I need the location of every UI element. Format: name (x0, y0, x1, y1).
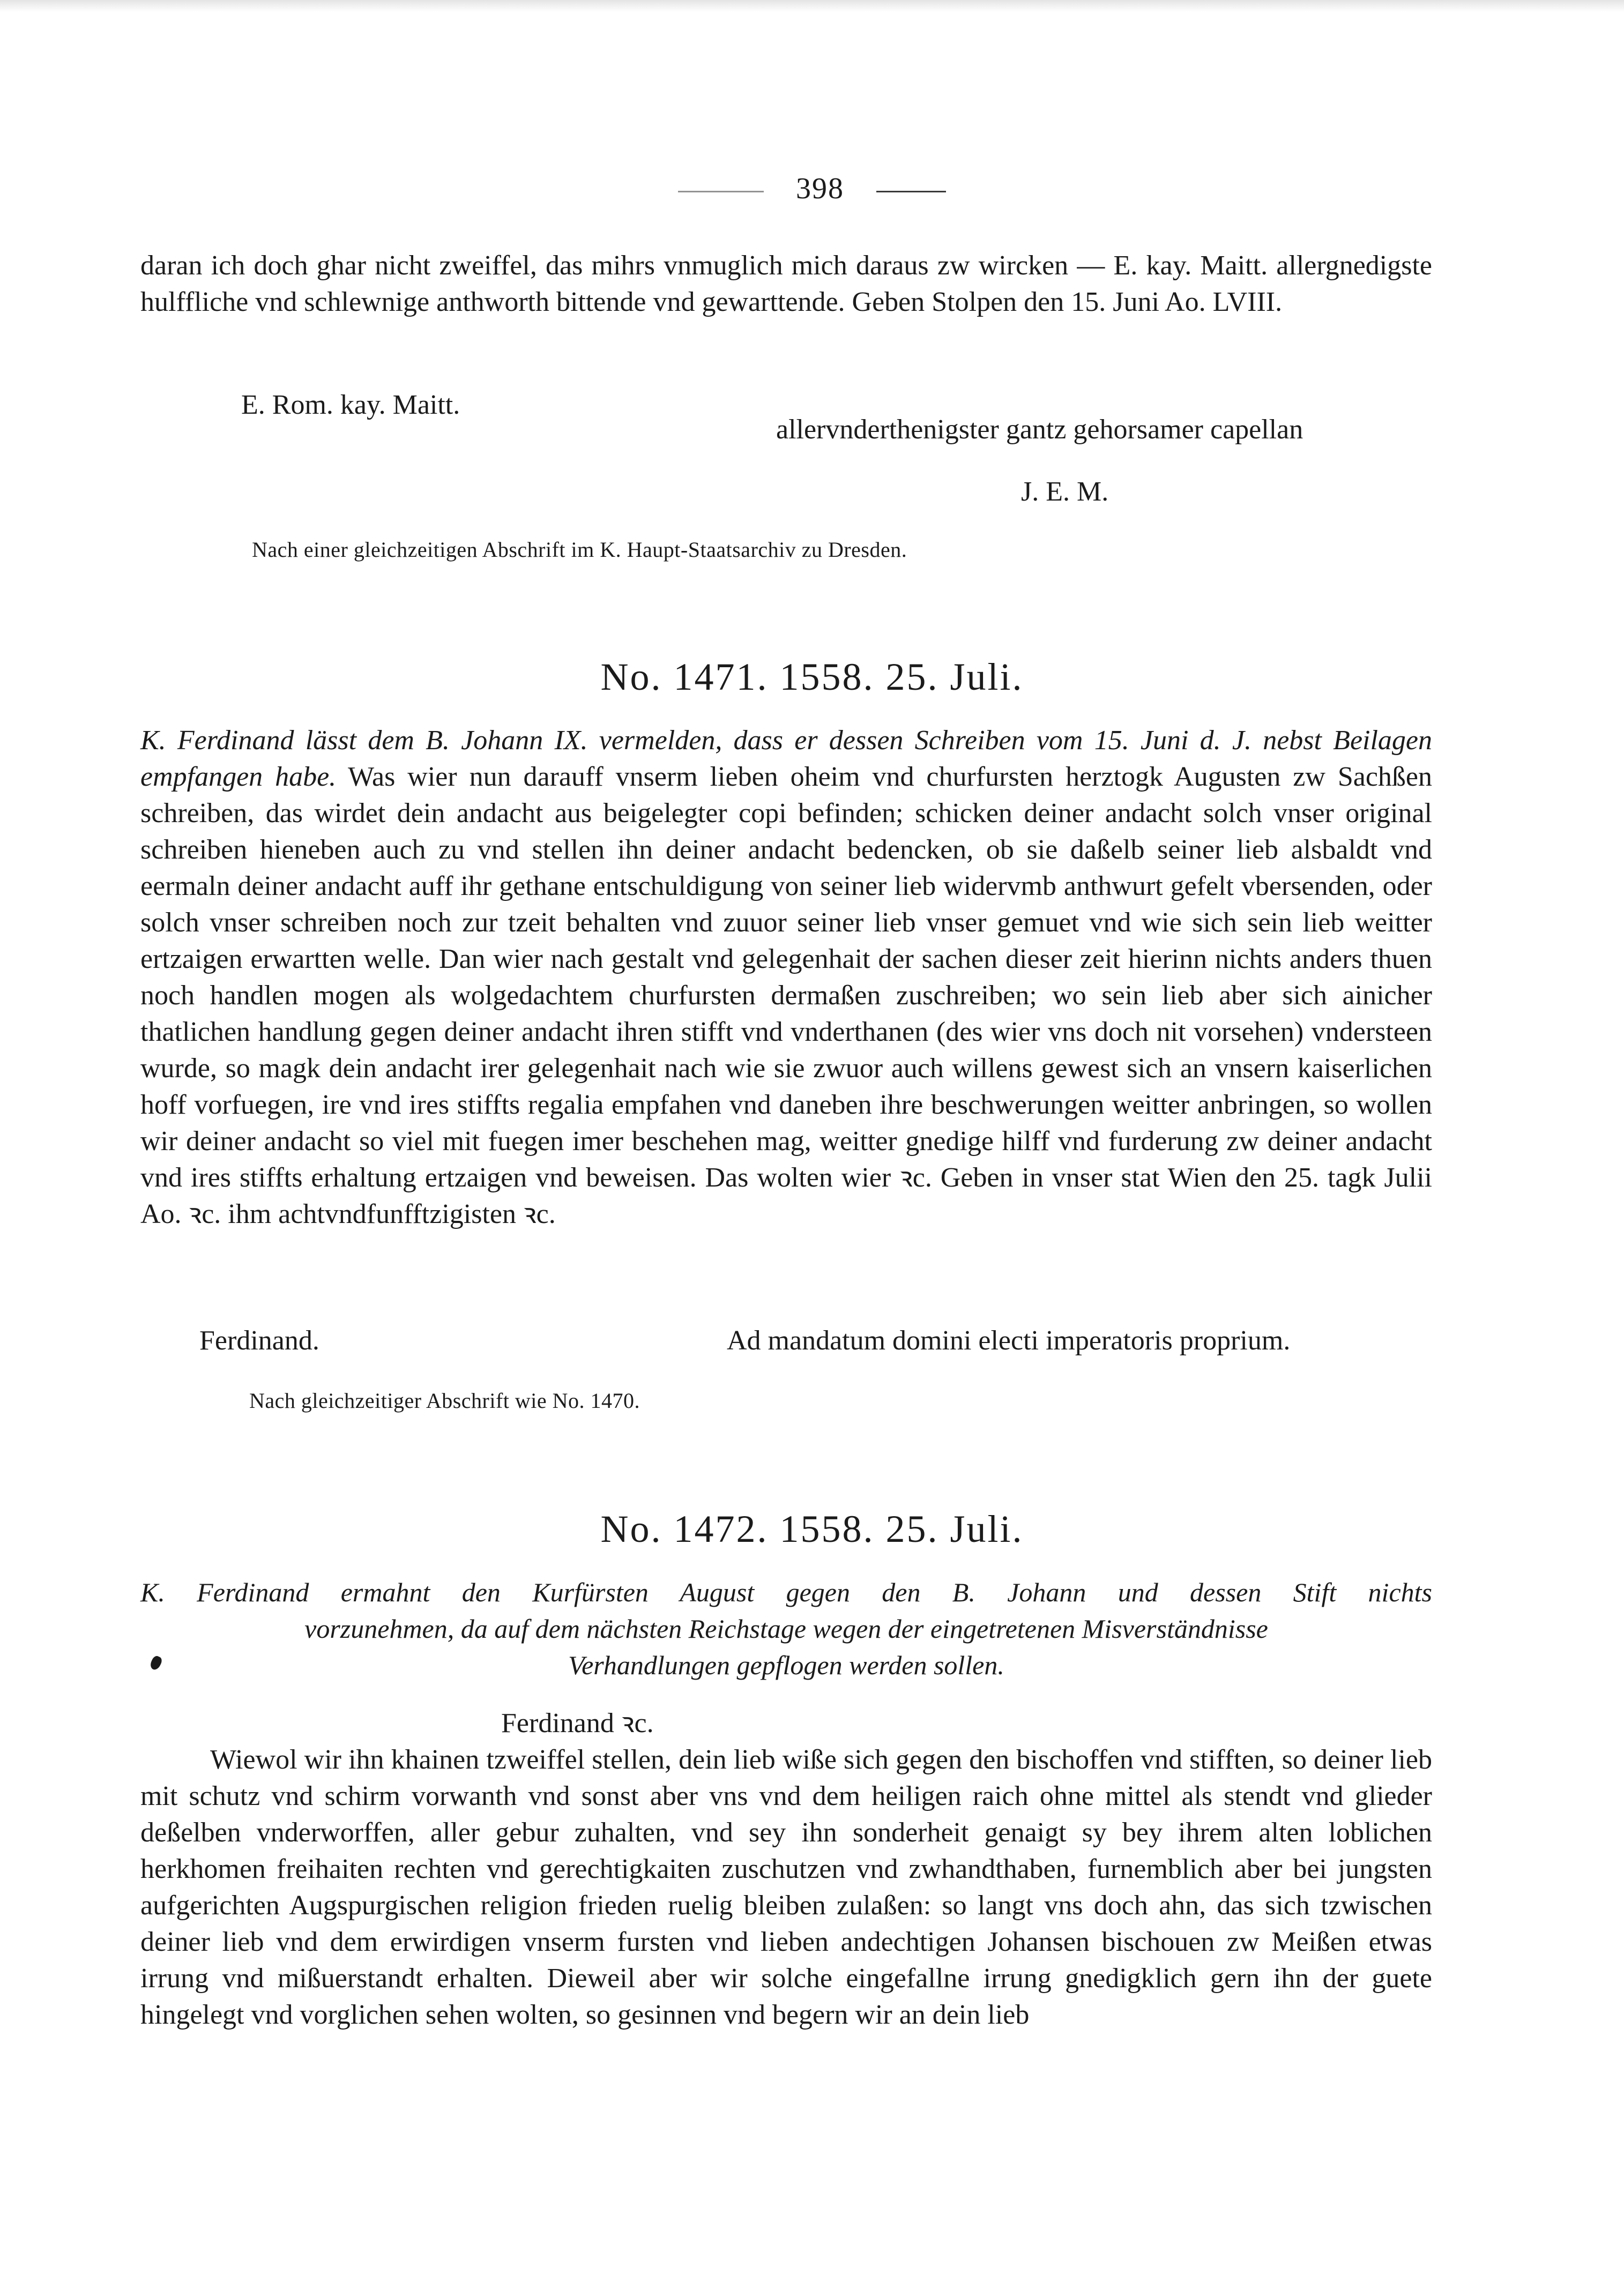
doc-1471-source-note: Nach gleichzeitiger Abschrift wie No. 1470. (249, 1389, 640, 1413)
doc-1471-body: Was wier nun darauff vnserm lieben oheim vnd churfursten herztogk Augusten zw Sachßen schreiben, das wirdet dein andacht aus beigelegter copi befinden; schicken deiner andacht solch vnser original schreiben hieneben auch zu vnd stellen ihn deiner andacht bedencken, ob sie daßelb seiner lieb alsbaldt vnd eermaln deiner andacht auff ihr gethane entschuldigung von seiner lieb widervmb anthwurt gefelt vbersenden, oder solch vnser schreiben noch zur tzeit behalten vnd zuuor seiner lieb vnser gemuet vnd wie sich sein lieb weitter ertzaigen erwartten welle. Dan wier nach gestalt vnd gelegenhait der sachen dieser zeit hierinn nichts anders thuen noch handlen mogen als wolgedachtem churfursten dermaßen zuschreiben; wo sein lieb aber sich ainicher thatlichen handlung gegen deiner andacht ihren stifft vnd vnderthanen (des wier vns doch nit vorsehen) vndersteen wurde, so magk dein andacht irer gelegenhait nach wie sie zwuor auch willens gewest sich an vnsern kaiserlichen hoff vorfuegen, ire vnd ires stiffts regalia empfahen vnd daneben ihre beschwerungen weitter anbringen, so wollen wir deiner andacht so viel mit fuegen imer beschehen mag, weitter gnedige hilff vnd furderung zw deiner andacht vnd ires stiffts erhaltung ertzaigen vnd beweisen. Das wolten wier ꝛc. Geben in vnser stat Wien den 25. tagk Julii Ao. ꝛc. ihm achtvndfunfftzigisten ꝛc. (140, 762, 1432, 1229)
doc-1472-summary-line2: vorzunehmen, da auf dem nächsten Reichstage wegen der eingetretenen Misverständnisse (304, 1614, 1268, 1644)
doc-1472-summary (140, 1574, 1432, 1683)
doc-1471-text (140, 722, 1432, 1233)
letter-1470-salutation: E. Rom. kay. Maitt. (241, 390, 460, 420)
doc-1471-signature-right: Ad mandatum domini electi imperatoris proprium. (727, 1325, 1291, 1356)
header-rule-right (876, 191, 946, 192)
doc-1471-heading: No. 1471. 1558. 25. Juli. (600, 655, 1024, 698)
letter-1470-signature: J. E. M. (1021, 476, 1109, 507)
doc-1472-summary-line3: Verhandlungen gepflogen werden sollen. (568, 1650, 1004, 1680)
letter-1470-closing: allervnderthenigster gantz gehorsamer capellan (776, 414, 1303, 445)
doc-1472-summary-line1: K. Ferdinand ermahnt den Kurfürsten August gegen den B. Johann und dessen Stift nichts (140, 1577, 1432, 1607)
doc-1471-summary: K. Ferdinand lässt dem B. Johann IX. vermelden, dass er dessen Schreiben vom 15. Juni d. J. nebst Beilagen empfangen habe. (140, 725, 1432, 792)
letter-1470-source-note: Nach einer gleichzeitigen Abschrift im K. Haupt-Staatsarchiv zu Dresden. (252, 538, 907, 562)
doc-1471-signature-left: Ferdinand. (199, 1325, 319, 1356)
header-rule-left (678, 191, 764, 192)
page-number: 398 (796, 172, 844, 205)
doc-1472-heading: No. 1472. 1558. 25. Juli. (600, 1508, 1024, 1550)
page-header (0, 171, 1624, 206)
doc-1472-body: Wiewol wir ihn khainen tzweiffel stellen, dein lieb wiße sich gegen den bischoffen vnd stifften, so deiner lieb mit schutz vnd schirm vorwanth vnd sonst aber vns vnd dem heiligen raich ohne mittel als stendt vnd glieder deßelben vnderworffen, aller gebur zuhalten, vnd sey ihn sonderheit genaigt sy bey ihrem alten loblichen herkhomen freihaiten rechten vnd gerechtigkaiten zuschutzen vnd zwhandthaben, furnemblich aber bei jungsten aufgerichten Augspurgischen religion frieden ruelig bleiben zulaßen: so langt vns doch ahn, das sich tzwischen deiner lieb vnd dem erwirdigen vnserm fursten vnd lieben andechtigen Johansen bischouen zw Meißen etwas irrung vnd mißuerstandt erhalten. Dieweil aber wir solche eingefallne irrung gnedigklich gern ihn der guete hingelegt vnd vorglichen sehen wolten, so gesinnen vnd begern wir an dein lieb (140, 1744, 1432, 2030)
doc-1472-address: Ferdinand ꝛc. (501, 1708, 654, 1739)
letter-1470-closing-paragraph (140, 248, 1432, 320)
letter-1470-body: daran ich doch ghar nicht zweiffel, das mihrs vnmuglich mich daraus zw wircken — E. kay. Maitt. allergnedigste hulffliche vnd schlewnige anthworth bittende vnd gewarttende. Geben Stolpen den 15. Juni Ao. LVIII. (140, 250, 1432, 317)
doc-1472-text (140, 1742, 1432, 2033)
scan-edge (0, 0, 1624, 12)
